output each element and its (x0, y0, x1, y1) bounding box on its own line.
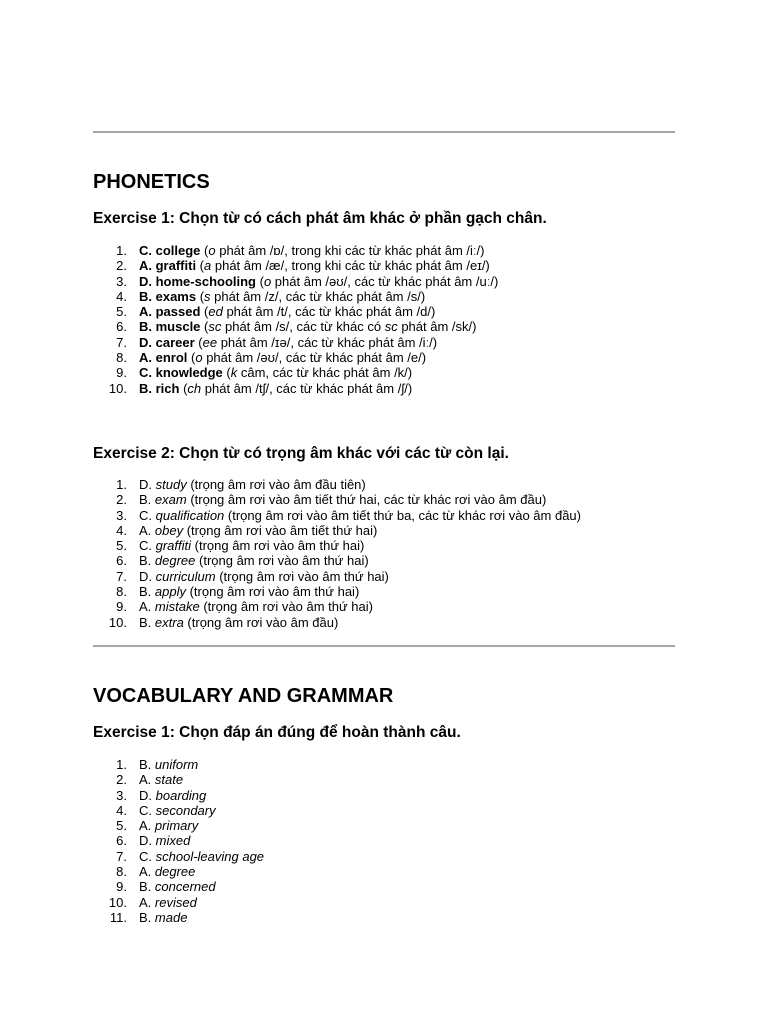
answer-text: phát âm /əʊ/, các từ khác phát âm /uː/) (271, 273, 499, 289)
answer-text: (trọng âm rơi vào âm thứ hai) (185, 584, 360, 600)
answer-text: B. exams (139, 288, 197, 304)
answer-text: B. muscle (139, 319, 201, 335)
answer-text: B. (139, 492, 155, 508)
answer-item (93, 615, 581, 630)
answer-text: phát âm /t/, các từ khác phát âm /d/) (222, 304, 436, 320)
answer-text: o (263, 273, 272, 289)
answer-text: sc (208, 319, 222, 335)
answer-text: C. (139, 848, 156, 864)
answer-number: 4. (116, 288, 127, 304)
answer-item (93, 772, 264, 787)
answer-item (93, 757, 264, 772)
answer-text: made (154, 909, 188, 925)
answer-item (93, 864, 264, 879)
answer-text: exam (154, 492, 187, 508)
answer-item (93, 319, 498, 334)
answer-text: ee (202, 334, 218, 350)
answer-text: mixed (155, 833, 191, 849)
answer-number: 6. (116, 319, 127, 335)
answer-text: sc (384, 319, 398, 335)
answer-number: 1. (116, 757, 127, 772)
answer-text: A. (139, 522, 155, 538)
answer-text: (trọng âm rơi vào âm đầu tiên) (186, 477, 366, 492)
vocabulary-grammar-heading: VOCABULARY AND GRAMMAR (93, 685, 394, 707)
answer-number: 1. (116, 243, 127, 258)
answer-text: ( (222, 365, 231, 381)
answer-text: C. knowledge (139, 365, 223, 381)
answer-item (93, 304, 498, 319)
answer-text: A. (139, 894, 155, 910)
answer-item (93, 818, 264, 833)
answer-text: ( (187, 350, 196, 366)
answer-text: a (204, 258, 212, 274)
answer-item (93, 569, 581, 584)
answer-text: A. (139, 599, 155, 615)
answer-text: B. (139, 879, 155, 895)
answer-text: D. (139, 787, 156, 803)
answer-item (93, 381, 498, 396)
answer-item (93, 538, 581, 553)
answer-text: phát âm /əʊ/, các từ khác phát âm /e/) (202, 350, 427, 366)
answer-text: (trọng âm rơi vào âm tiết thứ hai) (183, 522, 378, 538)
answer-text: D. (139, 568, 156, 584)
answer-item (93, 477, 581, 492)
answer-text: C. (139, 802, 156, 818)
answer-text: apply (154, 584, 186, 600)
answer-item (93, 803, 264, 818)
answer-text: C. (139, 538, 156, 554)
answer-number: 9. (116, 599, 127, 615)
answer-text: C. college (139, 243, 201, 258)
answer-text: ( (200, 243, 209, 258)
divider-middle (93, 645, 675, 647)
answer-text: ( (196, 258, 205, 274)
answer-text: A. (139, 864, 155, 880)
answer-text: B. (139, 584, 155, 600)
answer-text: (trọng âm rơi vào âm đầu) (183, 614, 339, 630)
answer-text: k (230, 365, 238, 381)
answer-text: ch (187, 380, 202, 396)
phonetics-exercise-1-title: Exercise 1: Chọn từ có cách phát âm khác ở phần gạch chân. (93, 210, 547, 227)
answer-text: primary (154, 818, 199, 834)
answer-text: revised (154, 894, 197, 910)
answer-text: obey (154, 522, 184, 538)
answer-item (93, 274, 498, 289)
answer-text: ( (179, 380, 188, 396)
answer-text: (trọng âm rơi vào âm tiết thứ hai, các từ khác rơi vào âm đầu) (186, 492, 547, 508)
answer-text: phát âm /tʃ/, các từ khác phát âm /ʃ/) (201, 380, 413, 396)
answer-number: 9. (116, 879, 127, 895)
answer-number: 10. (108, 380, 127, 396)
answer-text: ( (200, 319, 209, 335)
answer-text: phát âm /sk/) (397, 319, 477, 335)
answer-text: (trọng âm rơi vào âm tiết thứ ba, các từ khác rơi vào âm đầu) (224, 507, 581, 523)
answer-number: 6. (116, 553, 127, 569)
answer-text: D. home-schooling (139, 273, 256, 289)
answer-item (93, 553, 581, 568)
answer-item (93, 258, 498, 273)
answer-text: ( (196, 288, 205, 304)
answer-text: secondary (155, 802, 216, 818)
answer-text: s (204, 288, 211, 304)
divider-top (93, 131, 675, 133)
answer-item (93, 849, 264, 864)
answer-item (93, 335, 498, 350)
vocabulary-exercise-1-title: Exercise 1: Chọn đáp án đúng để hoàn thành câu. (93, 724, 461, 741)
answer-text: study (155, 477, 187, 492)
answer-item (93, 289, 498, 304)
phonetics-heading: PHONETICS (93, 171, 210, 193)
answer-number: 8. (116, 350, 127, 366)
answer-number: 2. (116, 492, 127, 508)
answer-text: A. (139, 772, 155, 788)
answer-item (93, 523, 581, 538)
answer-text: qualification (155, 507, 225, 523)
answer-item (93, 508, 581, 523)
answer-text: phát âm /ɒ/, trong khi các từ khác phát âm /iː/) (215, 243, 485, 258)
answer-number: 2. (116, 258, 127, 274)
answer-text: (trọng âm rơi vào âm thứ hai) (195, 553, 369, 569)
vocabulary-exercise-1-answers (93, 757, 264, 925)
answer-item (93, 584, 581, 599)
answer-number: 3. (116, 273, 127, 289)
answer-text: (trọng âm rơi vào âm thứ hai) (215, 568, 389, 584)
answer-item (93, 492, 581, 507)
answer-text: C. (139, 507, 156, 523)
answer-number: 10. (108, 614, 127, 630)
answer-number: 3. (116, 787, 127, 803)
answer-item (93, 788, 264, 803)
answer-text: (trọng âm rơi vào âm thứ hai) (191, 538, 365, 554)
answer-number: 1. (116, 477, 127, 492)
answer-number: 4. (116, 522, 127, 538)
answer-text: school-leaving age (155, 848, 265, 864)
answer-text: degree (154, 864, 196, 880)
answer-item (93, 879, 264, 894)
answer-text: uniform (154, 757, 199, 772)
answer-text: phát âm /æ/, trong khi các từ khác phát âm /eɪ/) (211, 258, 490, 274)
answer-item (93, 599, 581, 614)
answer-number: 9. (116, 365, 127, 381)
answer-number: 5. (116, 304, 127, 320)
answer-text: A. passed (139, 304, 201, 320)
answer-number: 11. (109, 909, 127, 925)
answer-number: 5. (116, 818, 127, 834)
answer-text: curriculum (155, 568, 216, 584)
answer-text: boarding (155, 787, 207, 803)
answer-text: B. (139, 757, 155, 772)
answer-text: D. (139, 477, 156, 492)
answer-item (93, 833, 264, 848)
answer-text: ( (256, 273, 264, 289)
answer-text: D. career (139, 334, 195, 350)
answer-text: câm, các từ khác phát âm /k/) (237, 365, 413, 381)
answer-text: A. enrol (139, 350, 188, 366)
answer-text: ( (200, 304, 209, 320)
answer-text: concerned (154, 879, 216, 895)
answer-item (93, 243, 498, 258)
answer-number: 5. (116, 538, 127, 554)
answer-text: state (154, 772, 184, 788)
phonetics-exercise-1-answers (93, 243, 498, 396)
answer-text: B. (139, 553, 155, 569)
answer-number: 7. (116, 568, 127, 584)
answer-number: 3. (116, 507, 127, 523)
answer-text: graffiti (155, 538, 192, 554)
answer-text: phát âm /s/, các từ khác có (221, 319, 385, 335)
answer-item (93, 365, 498, 380)
answer-number: 4. (116, 802, 127, 818)
answer-text: ( (194, 334, 203, 350)
answer-text: phát âm /z/, các từ khác phát âm /s/) (210, 288, 426, 304)
answer-text: B. (139, 614, 155, 630)
answer-text: degree (154, 553, 196, 569)
answer-text: o (195, 350, 203, 366)
answer-number: 8. (116, 864, 127, 880)
answer-item (93, 895, 264, 910)
answer-number: 7. (116, 334, 127, 350)
answer-text: mistake (154, 599, 200, 615)
answer-text: B. (139, 909, 155, 925)
answer-text: (trọng âm rơi vào âm thứ hai) (199, 599, 373, 615)
answer-text: o (208, 243, 216, 258)
answer-item (93, 350, 498, 365)
answer-number: 2. (116, 772, 127, 788)
answer-text: A. graffiti (139, 258, 197, 274)
phonetics-exercise-2-title: Exercise 2: Chọn từ có trọng âm khác với các từ còn lại. (93, 445, 509, 462)
answer-number: 7. (116, 848, 127, 864)
answer-text: ed (208, 304, 223, 320)
phonetics-exercise-2-answers (93, 477, 581, 630)
answer-text: A. (139, 818, 155, 834)
answer-text: B. rich (139, 380, 180, 396)
answer-text: D. (139, 833, 156, 849)
answer-text: phát âm /ɪə/, các từ khác phát âm /iː/) (217, 334, 438, 350)
answer-number: 6. (116, 833, 127, 849)
answer-number: 10. (108, 894, 127, 910)
answer-item (93, 910, 264, 925)
answer-text: extra (154, 614, 184, 630)
answer-number: 8. (116, 584, 127, 600)
